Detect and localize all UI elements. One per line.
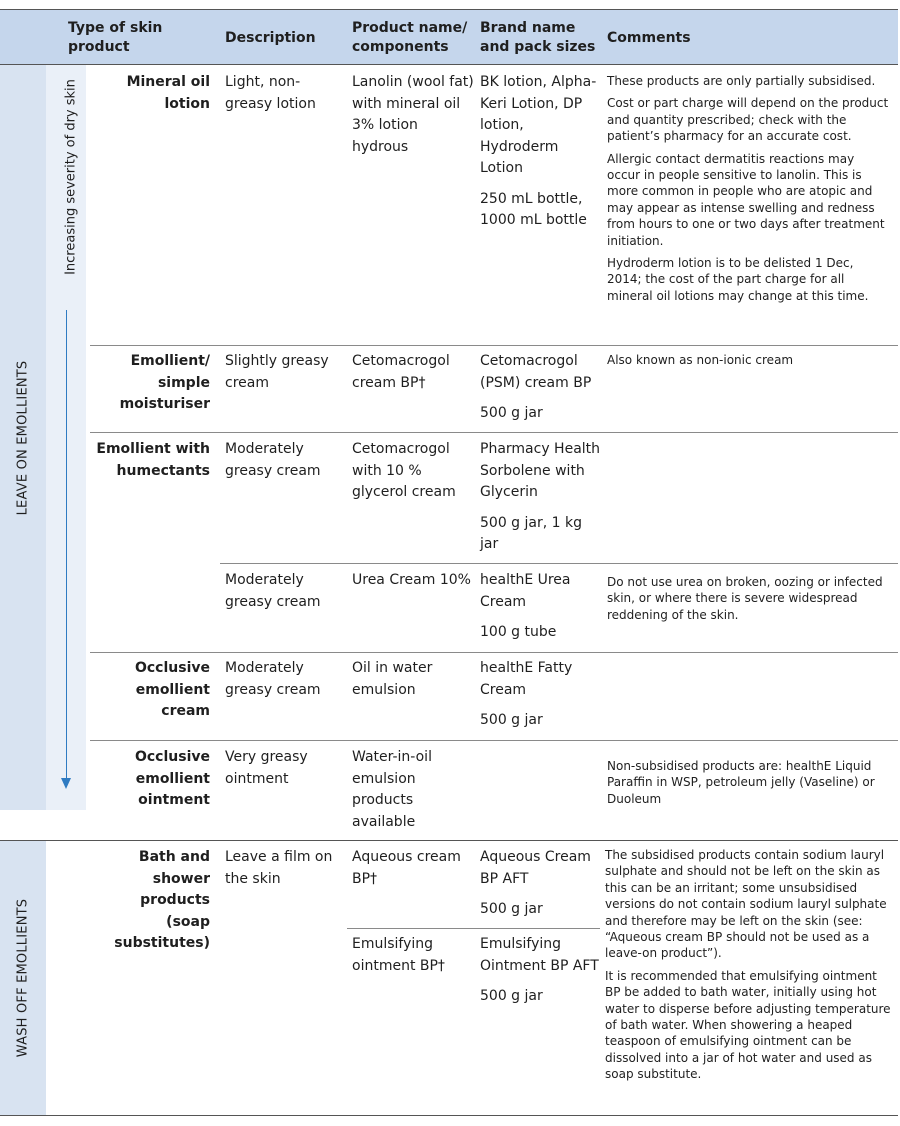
occlusive-ointment-product: Water-in-oil emulsion products available (352, 749, 432, 830)
humectants-brand-name: Pharmacy Health Sorbolene with Glycerin (480, 441, 601, 500)
simple-product: Cetomacrogol cream BP† (352, 353, 450, 391)
leave-on-band (0, 65, 46, 810)
table-header (0, 9, 898, 65)
urea-comments: Do not use urea on broken, oozing or infected skin, or where there is severe widespread reddening of the skin. (607, 575, 883, 622)
urea-description: Moderately greasy cream (225, 572, 321, 610)
simple-brand-name: Cetomacrogol (PSM) cream BP (480, 353, 592, 391)
urea-brand-name: healthE Urea Cream (480, 572, 571, 610)
header-brand: Brand name and pack sizes (480, 20, 596, 55)
bath-pack-2: 500 g jar (480, 988, 543, 1004)
header-product: Product name/ components (352, 20, 468, 55)
mineral-comment-3: Allergic contact dermatitis reactions may occur in people sensitive to lanolin. This is more common in people who are atopic and may appear as intense swelling and redness from hours to one or two days after treatment initiation. (607, 151, 885, 248)
wash-off-band (0, 840, 46, 1115)
humectants-pack: 500 g jar, 1 kg jar (480, 514, 582, 552)
humectants-type: Emollient with humectants (96, 441, 210, 479)
simple-comments: Also known as non-ionic cream (607, 353, 794, 367)
bath-brand-1-name: Aqueous Cream BP AFT (480, 849, 591, 887)
simple-type: Emollient/ simple moisturiser (119, 353, 210, 412)
leave-on-label: LEAVE ON EMOLLIENTS (15, 360, 31, 515)
severity-arrow-head (61, 778, 71, 789)
header-description: Description (225, 29, 316, 46)
row-divider (90, 432, 898, 433)
mineral-type: Mineral oil lotion (126, 74, 210, 112)
occlusive-cream-pack: 500 g jar (480, 712, 543, 728)
bath-type: Bath and shower products (soap substitutes) (114, 849, 210, 951)
bath-comment-2: It is recommended that emulsifying ointment BP be added to bath water, initially using hot water to disperse before adjusting temperature of bath water. When showering a heaped teaspoon of emulsifying ointment can be dissolved into a jar of hot water and used as soap substitute. (605, 968, 891, 1082)
mineral-comments (607, 73, 891, 310)
bath-brand-2-name: Emulsifying Ointment BP AFT (480, 936, 599, 974)
bath-comments (605, 847, 893, 1089)
occlusive-cream-brand (480, 658, 602, 732)
bath-pack-1: 500 g jar (480, 901, 543, 917)
humectants-product: Cetomacrogol with 10 % glycerol cream (352, 441, 456, 500)
occlusive-cream-type: Occlusive emollient cream (134, 660, 210, 719)
bath-comment-1: The subsidised products contain sodium lauryl sulphate and should not be left on the skin as this can be an irritant; some unsubsidised versions do not contain sodium lauryl sulphate and therefore may be left on the skin (see: “Aqueous cream BP should not be used as a leave-on product”). (605, 848, 887, 961)
urea-product: Urea Cream 10% (352, 572, 471, 588)
simple-description: Slightly greasy cream (225, 353, 329, 391)
occlusive-cream-brand-name: healthE Fatty Cream (480, 660, 573, 698)
row-divider (90, 652, 898, 653)
humectants-description: Moderately greasy cream (225, 441, 321, 479)
bath-brand-2 (480, 934, 602, 1008)
occlusive-ointment-comments: Non-subsidised products are: healthE Liquid Paraffin in WSP, petroleum jelly (Vaseline) or Duoleum (607, 759, 875, 806)
occlusive-ointment-description: Very greasy ointment (225, 749, 308, 787)
wash-off-label: WASH OFF EMOLLIENTS (15, 898, 31, 1057)
bath-product-2: Emulsifying ointment BP† (352, 936, 445, 974)
bath-product-1: Aqueous cream BP† (352, 849, 461, 887)
mineral-brand (480, 72, 602, 232)
severity-arrow-line (66, 310, 67, 780)
mineral-description: Light, non-greasy lotion (225, 74, 316, 112)
mineral-product: Lanolin (wool fat) with mineral oil 3% lotion hydrous (352, 74, 474, 155)
row-divider (90, 740, 898, 741)
humectants-brand (480, 439, 602, 556)
mineral-comment-2: Cost or part charge will depend on the product and quantity prescribed; check with the patient’s pharmacy for an accurate cost. (607, 96, 889, 144)
header-type: Type of skin product (68, 20, 163, 55)
row-divider (220, 563, 898, 564)
section-divider (0, 840, 898, 841)
simple-pack: 500 g jar (480, 405, 543, 421)
row-divider (90, 345, 898, 346)
occlusive-cream-product: Oil in water emulsion (352, 660, 433, 698)
severity-label: Increasing severity of dry skin (63, 79, 79, 275)
simple-brand (480, 351, 602, 425)
row-divider (347, 928, 600, 929)
bath-brand-1 (480, 847, 602, 921)
urea-brand (480, 570, 602, 644)
header-comments: Comments (607, 29, 691, 46)
occlusive-ointment-type: Occlusive emollient ointment (134, 749, 210, 808)
urea-pack: 100 g tube (480, 624, 557, 640)
mineral-comment-4: Hydroderm lotion is to be delisted 1 Dec, 2014; the cost of the part charge for all mineral oil lotions may change at this time. (607, 256, 869, 303)
bath-description: Leave a film on the skin (225, 849, 333, 887)
mineral-comment-1: These products are only partially subsidised. (607, 74, 876, 88)
occlusive-cream-description: Moderately greasy cream (225, 660, 321, 698)
mineral-pack: 250 mL bottle, 1000 mL bottle (480, 190, 587, 228)
mineral-brand-name: BK lotion, Alpha-Keri Lotion, DP lotion, Hydroderm Lotion (480, 74, 597, 176)
table-bottom-border (0, 1115, 898, 1116)
